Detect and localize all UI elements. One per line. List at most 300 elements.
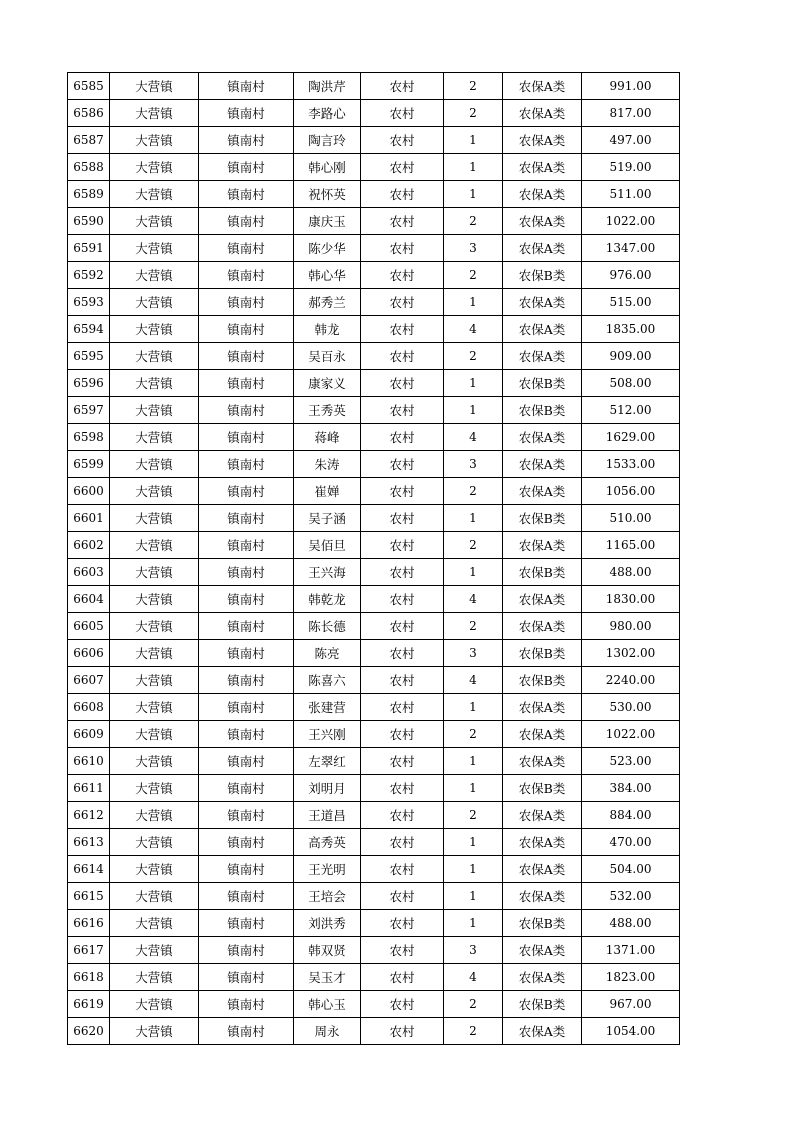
cell-village: 镇南村 — [199, 910, 294, 937]
cell-name: 陈喜六 — [294, 667, 361, 694]
cell-category: 农保A类 — [503, 289, 582, 316]
cell-amount: 384.00 — [582, 775, 680, 802]
table-row — [68, 235, 680, 262]
cell-count: 2 — [444, 73, 503, 100]
cell-id: 6594 — [68, 316, 110, 343]
cell-category: 农保B类 — [503, 370, 582, 397]
cell-town: 大营镇 — [110, 721, 199, 748]
cell-village: 镇南村 — [199, 856, 294, 883]
cell-id: 6608 — [68, 694, 110, 721]
cell-town: 大营镇 — [110, 343, 199, 370]
cell-town: 大营镇 — [110, 829, 199, 856]
cell-category: 农保A类 — [503, 613, 582, 640]
cell-id: 6607 — [68, 667, 110, 694]
cell-category: 农保A类 — [503, 181, 582, 208]
table-row — [68, 424, 680, 451]
cell-id: 6590 — [68, 208, 110, 235]
cell-id: 6591 — [68, 235, 110, 262]
cell-name: 康家义 — [294, 370, 361, 397]
cell-amount: 508.00 — [582, 370, 680, 397]
cell-category: 农保A类 — [503, 532, 582, 559]
cell-name: 王光明 — [294, 856, 361, 883]
cell-name: 韩双贤 — [294, 937, 361, 964]
cell-category: 农保A类 — [503, 235, 582, 262]
cell-town: 大营镇 — [110, 640, 199, 667]
cell-category: 农保A类 — [503, 451, 582, 478]
cell-count: 2 — [444, 721, 503, 748]
cell-count: 2 — [444, 343, 503, 370]
cell-name: 韩心刚 — [294, 154, 361, 181]
cell-village: 镇南村 — [199, 262, 294, 289]
table-row — [68, 451, 680, 478]
cell-town: 大营镇 — [110, 586, 199, 613]
cell-village: 镇南村 — [199, 721, 294, 748]
cell-type: 农村 — [361, 991, 444, 1018]
cell-category: 农保B类 — [503, 640, 582, 667]
cell-village: 镇南村 — [199, 451, 294, 478]
cell-village: 镇南村 — [199, 397, 294, 424]
cell-count: 1 — [444, 559, 503, 586]
cell-type: 农村 — [361, 667, 444, 694]
cell-name: 陶洪芹 — [294, 73, 361, 100]
cell-village: 镇南村 — [199, 964, 294, 991]
cell-town: 大营镇 — [110, 208, 199, 235]
cell-amount: 1054.00 — [582, 1018, 680, 1045]
cell-town: 大营镇 — [110, 478, 199, 505]
cell-category: 农保A类 — [503, 964, 582, 991]
cell-name: 王培会 — [294, 883, 361, 910]
table-row — [68, 856, 680, 883]
cell-category: 农保A类 — [503, 721, 582, 748]
cell-village: 镇南村 — [199, 775, 294, 802]
cell-count: 3 — [444, 235, 503, 262]
cell-id: 6599 — [68, 451, 110, 478]
cell-count: 4 — [444, 586, 503, 613]
cell-id: 6587 — [68, 127, 110, 154]
cell-id: 6602 — [68, 532, 110, 559]
cell-count: 1 — [444, 829, 503, 856]
cell-name: 李路心 — [294, 100, 361, 127]
table-row — [68, 316, 680, 343]
cell-amount: 515.00 — [582, 289, 680, 316]
table-row — [68, 1018, 680, 1045]
cell-category: 农保A类 — [503, 856, 582, 883]
cell-count: 1 — [444, 289, 503, 316]
cell-town: 大营镇 — [110, 316, 199, 343]
cell-category: 农保A类 — [503, 316, 582, 343]
table-row — [68, 883, 680, 910]
cell-category: 农保A类 — [503, 883, 582, 910]
cell-type: 农村 — [361, 775, 444, 802]
cell-village: 镇南村 — [199, 478, 294, 505]
cell-town: 大营镇 — [110, 127, 199, 154]
cell-count: 1 — [444, 154, 503, 181]
table-row — [68, 748, 680, 775]
table-row — [68, 532, 680, 559]
cell-town: 大营镇 — [110, 937, 199, 964]
cell-village: 镇南村 — [199, 235, 294, 262]
cell-name: 陈少华 — [294, 235, 361, 262]
cell-amount: 817.00 — [582, 100, 680, 127]
cell-amount: 2240.00 — [582, 667, 680, 694]
cell-name: 陶言玲 — [294, 127, 361, 154]
table-row — [68, 181, 680, 208]
cell-type: 农村 — [361, 370, 444, 397]
cell-id: 6603 — [68, 559, 110, 586]
cell-type: 农村 — [361, 937, 444, 964]
cell-town: 大营镇 — [110, 910, 199, 937]
cell-id: 6614 — [68, 856, 110, 883]
table-row — [68, 478, 680, 505]
cell-name: 韩乾龙 — [294, 586, 361, 613]
cell-category: 农保B类 — [503, 775, 582, 802]
cell-town: 大营镇 — [110, 613, 199, 640]
cell-count: 2 — [444, 532, 503, 559]
cell-category: 农保A类 — [503, 694, 582, 721]
cell-type: 农村 — [361, 640, 444, 667]
cell-town: 大营镇 — [110, 802, 199, 829]
cell-category: 农保A类 — [503, 829, 582, 856]
cell-amount: 1835.00 — [582, 316, 680, 343]
cell-id: 6592 — [68, 262, 110, 289]
cell-count: 2 — [444, 478, 503, 505]
cell-count: 3 — [444, 640, 503, 667]
table-row — [68, 559, 680, 586]
cell-category: 农保A类 — [503, 1018, 582, 1045]
table-row — [68, 154, 680, 181]
cell-type: 农村 — [361, 451, 444, 478]
cell-amount: 884.00 — [582, 802, 680, 829]
cell-category: 农保A类 — [503, 802, 582, 829]
cell-name: 王道昌 — [294, 802, 361, 829]
cell-id: 6601 — [68, 505, 110, 532]
cell-count: 4 — [444, 316, 503, 343]
cell-type: 农村 — [361, 532, 444, 559]
cell-amount: 1022.00 — [582, 721, 680, 748]
cell-id: 6604 — [68, 586, 110, 613]
cell-count: 1 — [444, 181, 503, 208]
cell-category: 农保B类 — [503, 262, 582, 289]
cell-town: 大营镇 — [110, 505, 199, 532]
cell-amount: 1823.00 — [582, 964, 680, 991]
cell-town: 大营镇 — [110, 181, 199, 208]
cell-count: 1 — [444, 694, 503, 721]
cell-name: 刘明月 — [294, 775, 361, 802]
cell-amount: 1371.00 — [582, 937, 680, 964]
cell-type: 农村 — [361, 343, 444, 370]
cell-id: 6609 — [68, 721, 110, 748]
cell-count: 1 — [444, 910, 503, 937]
cell-type: 农村 — [361, 748, 444, 775]
cell-category: 农保A类 — [503, 424, 582, 451]
cell-type: 农村 — [361, 910, 444, 937]
cell-category: 农保B类 — [503, 397, 582, 424]
cell-type: 农村 — [361, 397, 444, 424]
cell-amount: 530.00 — [582, 694, 680, 721]
cell-category: 农保B类 — [503, 991, 582, 1018]
cell-town: 大营镇 — [110, 775, 199, 802]
cell-type: 农村 — [361, 829, 444, 856]
cell-name: 韩心玉 — [294, 991, 361, 1018]
cell-category: 农保B类 — [503, 559, 582, 586]
cell-town: 大营镇 — [110, 559, 199, 586]
cell-id: 6610 — [68, 748, 110, 775]
cell-count: 3 — [444, 451, 503, 478]
table-row — [68, 721, 680, 748]
cell-type: 农村 — [361, 208, 444, 235]
cell-village: 镇南村 — [199, 100, 294, 127]
cell-amount: 967.00 — [582, 991, 680, 1018]
cell-village: 镇南村 — [199, 613, 294, 640]
cell-village: 镇南村 — [199, 532, 294, 559]
cell-count: 1 — [444, 775, 503, 802]
cell-type: 农村 — [361, 100, 444, 127]
cell-count: 2 — [444, 262, 503, 289]
cell-amount: 532.00 — [582, 883, 680, 910]
cell-count: 2 — [444, 613, 503, 640]
cell-type: 农村 — [361, 316, 444, 343]
cell-village: 镇南村 — [199, 667, 294, 694]
cell-id: 6598 — [68, 424, 110, 451]
cell-town: 大营镇 — [110, 370, 199, 397]
cell-count: 1 — [444, 748, 503, 775]
cell-id: 6589 — [68, 181, 110, 208]
cell-category: 农保A类 — [503, 343, 582, 370]
cell-village: 镇南村 — [199, 748, 294, 775]
cell-name: 崔婵 — [294, 478, 361, 505]
cell-count: 2 — [444, 100, 503, 127]
cell-amount: 1165.00 — [582, 532, 680, 559]
table-row — [68, 370, 680, 397]
cell-amount: 519.00 — [582, 154, 680, 181]
cell-count: 2 — [444, 802, 503, 829]
cell-id: 6593 — [68, 289, 110, 316]
cell-amount: 1302.00 — [582, 640, 680, 667]
cell-id: 6606 — [68, 640, 110, 667]
cell-name: 韩心华 — [294, 262, 361, 289]
cell-id: 6595 — [68, 343, 110, 370]
cell-type: 农村 — [361, 964, 444, 991]
cell-id: 6611 — [68, 775, 110, 802]
cell-amount: 909.00 — [582, 343, 680, 370]
cell-id: 6600 — [68, 478, 110, 505]
cell-name: 吴玉才 — [294, 964, 361, 991]
cell-name: 王兴海 — [294, 559, 361, 586]
cell-village: 镇南村 — [199, 370, 294, 397]
cell-id: 6586 — [68, 100, 110, 127]
cell-amount: 1022.00 — [582, 208, 680, 235]
table-row — [68, 73, 680, 100]
cell-town: 大营镇 — [110, 73, 199, 100]
cell-name: 陈亮 — [294, 640, 361, 667]
cell-amount: 1830.00 — [582, 586, 680, 613]
cell-count: 3 — [444, 937, 503, 964]
cell-type: 农村 — [361, 73, 444, 100]
cell-town: 大营镇 — [110, 397, 199, 424]
cell-village: 镇南村 — [199, 316, 294, 343]
cell-name: 韩龙 — [294, 316, 361, 343]
cell-town: 大营镇 — [110, 991, 199, 1018]
cell-id: 6612 — [68, 802, 110, 829]
table-row — [68, 613, 680, 640]
cell-id: 6615 — [68, 883, 110, 910]
cell-name: 朱涛 — [294, 451, 361, 478]
table-row — [68, 262, 680, 289]
cell-name: 吴百永 — [294, 343, 361, 370]
cell-village: 镇南村 — [199, 640, 294, 667]
cell-type: 农村 — [361, 586, 444, 613]
cell-amount: 1056.00 — [582, 478, 680, 505]
table-row — [68, 910, 680, 937]
cell-type: 农村 — [361, 181, 444, 208]
cell-name: 陈长德 — [294, 613, 361, 640]
cell-amount: 1629.00 — [582, 424, 680, 451]
cell-type: 农村 — [361, 613, 444, 640]
cell-village: 镇南村 — [199, 73, 294, 100]
cell-category: 农保A类 — [503, 478, 582, 505]
cell-id: 6605 — [68, 613, 110, 640]
cell-name: 吴佰旦 — [294, 532, 361, 559]
cell-village: 镇南村 — [199, 883, 294, 910]
table-row — [68, 667, 680, 694]
cell-town: 大营镇 — [110, 667, 199, 694]
cell-id: 6620 — [68, 1018, 110, 1045]
cell-category: 农保A类 — [503, 586, 582, 613]
cell-category: 农保B类 — [503, 910, 582, 937]
cell-count: 2 — [444, 208, 503, 235]
cell-name: 吴子涵 — [294, 505, 361, 532]
cell-village: 镇南村 — [199, 586, 294, 613]
cell-amount: 488.00 — [582, 559, 680, 586]
cell-name: 张建营 — [294, 694, 361, 721]
table-row — [68, 694, 680, 721]
cell-count: 1 — [444, 505, 503, 532]
cell-type: 农村 — [361, 154, 444, 181]
cell-id: 6585 — [68, 73, 110, 100]
cell-village: 镇南村 — [199, 343, 294, 370]
cell-count: 1 — [444, 127, 503, 154]
cell-type: 农村 — [361, 883, 444, 910]
cell-count: 1 — [444, 370, 503, 397]
cell-category: 农保A类 — [503, 154, 582, 181]
cell-town: 大营镇 — [110, 100, 199, 127]
cell-id: 6613 — [68, 829, 110, 856]
cell-town: 大营镇 — [110, 1018, 199, 1045]
cell-type: 农村 — [361, 262, 444, 289]
cell-type: 农村 — [361, 424, 444, 451]
cell-name: 周永 — [294, 1018, 361, 1045]
cell-village: 镇南村 — [199, 127, 294, 154]
cell-town: 大营镇 — [110, 451, 199, 478]
cell-type: 农村 — [361, 1018, 444, 1045]
cell-type: 农村 — [361, 721, 444, 748]
cell-count: 1 — [444, 883, 503, 910]
cell-village: 镇南村 — [199, 991, 294, 1018]
cell-count: 1 — [444, 856, 503, 883]
table-row — [68, 640, 680, 667]
table-row — [68, 127, 680, 154]
cell-village: 镇南村 — [199, 208, 294, 235]
cell-name: 王秀英 — [294, 397, 361, 424]
table-row — [68, 937, 680, 964]
table-row — [68, 343, 680, 370]
cell-type: 农村 — [361, 478, 444, 505]
cell-id: 6596 — [68, 370, 110, 397]
cell-town: 大营镇 — [110, 532, 199, 559]
cell-category: 农保A类 — [503, 100, 582, 127]
cell-name: 康庆玉 — [294, 208, 361, 235]
cell-name: 祝怀英 — [294, 181, 361, 208]
cell-amount: 488.00 — [582, 910, 680, 937]
cell-type: 农村 — [361, 559, 444, 586]
cell-village: 镇南村 — [199, 559, 294, 586]
cell-category: 农保A类 — [503, 73, 582, 100]
cell-town: 大营镇 — [110, 424, 199, 451]
cell-type: 农村 — [361, 505, 444, 532]
cell-amount: 512.00 — [582, 397, 680, 424]
table-row — [68, 208, 680, 235]
table-row — [68, 991, 680, 1018]
cell-id: 6616 — [68, 910, 110, 937]
cell-town: 大营镇 — [110, 883, 199, 910]
table-row — [68, 829, 680, 856]
cell-id: 6588 — [68, 154, 110, 181]
cell-town: 大营镇 — [110, 694, 199, 721]
table-row — [68, 100, 680, 127]
cell-amount: 504.00 — [582, 856, 680, 883]
cell-village: 镇南村 — [199, 424, 294, 451]
table-row — [68, 586, 680, 613]
cell-category: 农保A类 — [503, 208, 582, 235]
cell-amount: 991.00 — [582, 73, 680, 100]
cell-count: 2 — [444, 1018, 503, 1045]
cell-type: 农村 — [361, 856, 444, 883]
cell-amount: 470.00 — [582, 829, 680, 856]
cell-category: 农保A类 — [503, 127, 582, 154]
cell-count: 4 — [444, 964, 503, 991]
cell-town: 大营镇 — [110, 262, 199, 289]
cell-category: 农保A类 — [503, 937, 582, 964]
cell-amount: 1347.00 — [582, 235, 680, 262]
table-row — [68, 964, 680, 991]
table-row — [68, 505, 680, 532]
cell-village: 镇南村 — [199, 694, 294, 721]
cell-town: 大营镇 — [110, 154, 199, 181]
cell-amount: 976.00 — [582, 262, 680, 289]
cell-amount: 980.00 — [582, 613, 680, 640]
cell-amount: 497.00 — [582, 127, 680, 154]
cell-id: 6618 — [68, 964, 110, 991]
cell-id: 6597 — [68, 397, 110, 424]
cell-village: 镇南村 — [199, 505, 294, 532]
cell-name: 高秀英 — [294, 829, 361, 856]
cell-name: 郝秀兰 — [294, 289, 361, 316]
cell-amount: 511.00 — [582, 181, 680, 208]
cell-town: 大营镇 — [110, 856, 199, 883]
cell-type: 农村 — [361, 235, 444, 262]
cell-count: 4 — [444, 424, 503, 451]
table-row — [68, 775, 680, 802]
cell-amount: 1533.00 — [582, 451, 680, 478]
cell-town: 大营镇 — [110, 289, 199, 316]
data-table — [67, 72, 680, 1045]
cell-village: 镇南村 — [199, 1018, 294, 1045]
cell-category: 农保B类 — [503, 667, 582, 694]
cell-name: 王兴刚 — [294, 721, 361, 748]
cell-town: 大营镇 — [110, 235, 199, 262]
cell-count: 1 — [444, 397, 503, 424]
cell-town: 大营镇 — [110, 748, 199, 775]
